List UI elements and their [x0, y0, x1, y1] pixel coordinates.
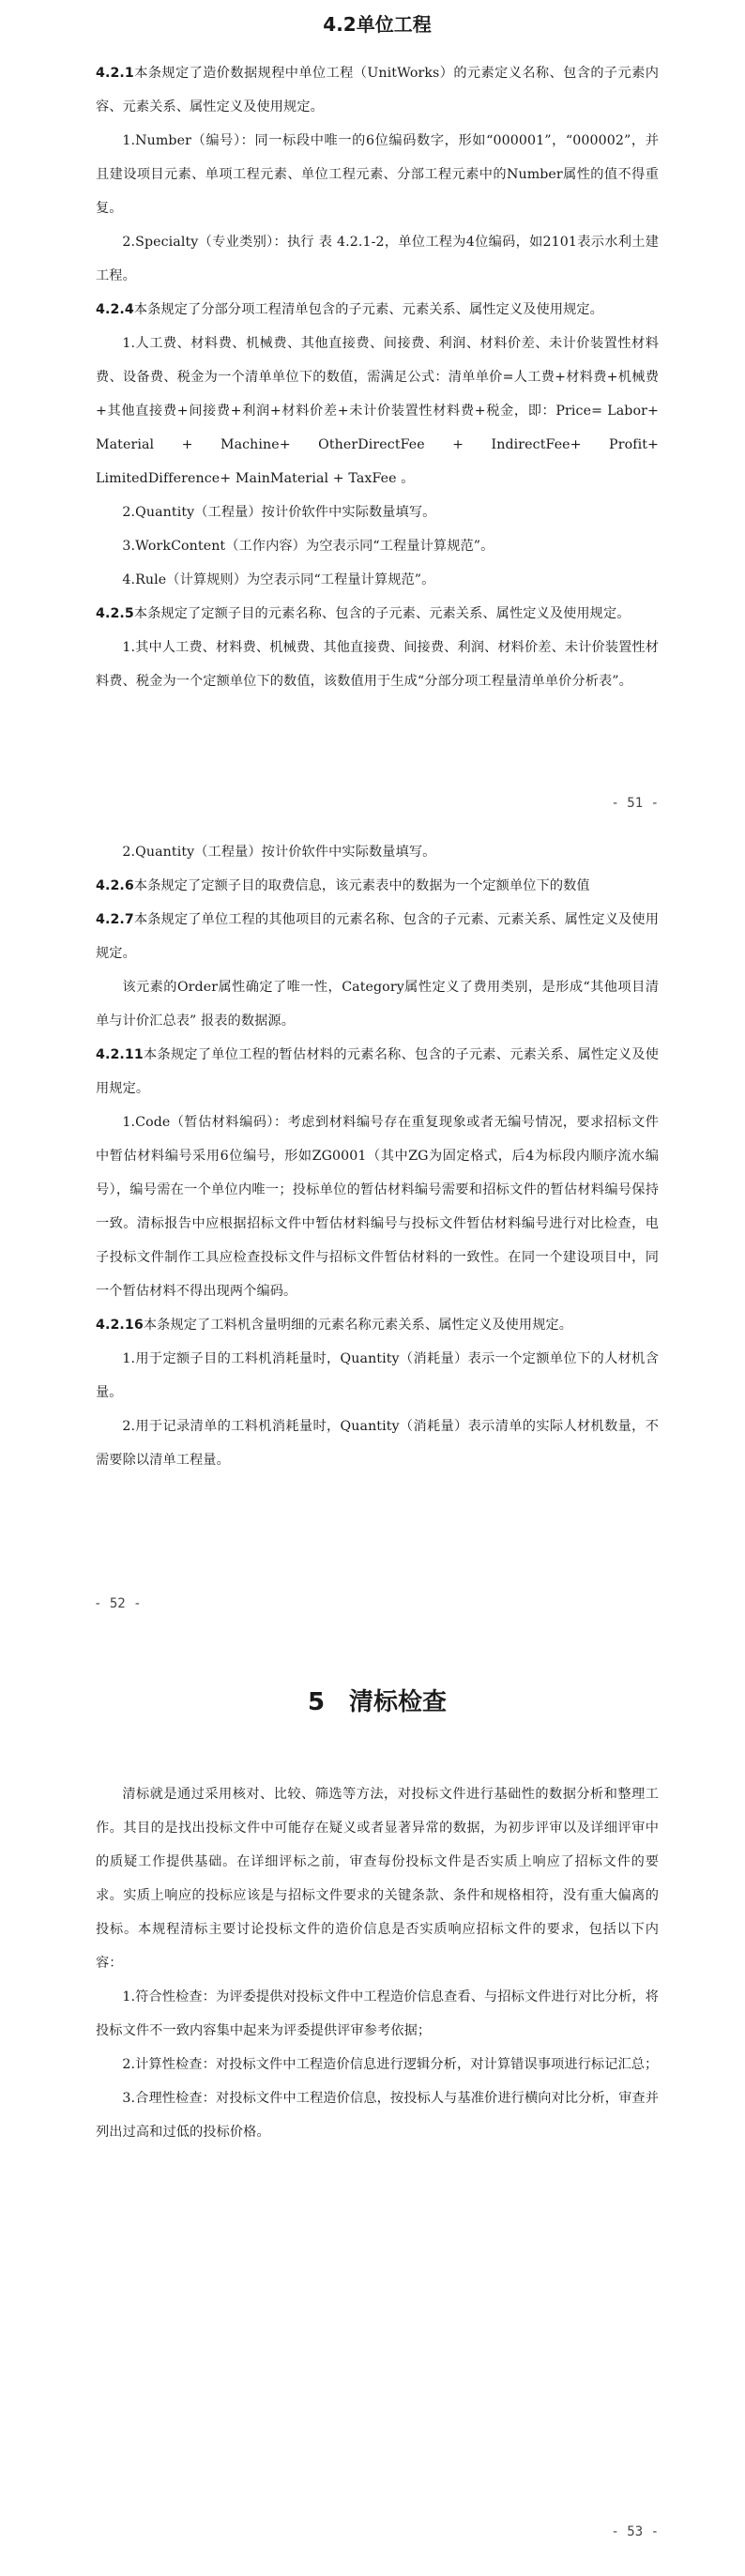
clause-text: 本条规定了单位工程的其他项目的元素名称、包含的子元素、元素关系、属性定义及使用规定。	[96, 912, 659, 961]
paragraph: 该元素的Order属性确定了唯一性，Category属性定义了费用类别，是形成“其他项目清单与计价汇总表” 报表的数据源。	[96, 980, 659, 1029]
clause-4-2-11	[96, 1038, 659, 1105]
page-51	[0, 0, 745, 698]
paragraph: 4.Rule（计算规则）为空表示同“工程量计算规范”。	[122, 572, 435, 587]
paragraph: 1.其中人工费、材料费、机械费、其他直接费、间接费、利润、材料价差、未计价装置性材料费、税金为一个定额单位下的数值，该数值用于生成“分部分项工程量清单单价分析表”。	[96, 640, 659, 689]
clause-number: 4.2.6	[96, 878, 134, 893]
paragraph: 1.用于定额子目的工料机消耗量时，Quantity（消耗量）表示一个定额单位下的人材机含量。	[96, 1351, 659, 1400]
paragraph: 2.Quantity（工程量）按计价软件中实际数量填写。	[122, 505, 436, 520]
clause-text: 本条规定了定额子目的元素名称、包含的子元素、元素关系、属性定义及使用规定。	[133, 606, 631, 621]
paragraph: 2.Quantity（工程量）按计价软件中实际数量填写。	[122, 845, 436, 860]
chapter-title-text: 清标检查	[349, 1688, 448, 1716]
paragraph: 2.用于记录清单的工料机消耗量时，Quantity（消耗量）表示清单的实际人材机数量，不需要除以清单工程量。	[96, 1419, 659, 1468]
page-number: - 53 -	[611, 2524, 659, 2539]
clause-text: 本条规定了定额子目的取费信息，该元素表中的数据为一个定额单位下的数值	[133, 878, 590, 893]
clause-number: 4.2.1	[96, 66, 134, 81]
clause-text: 本条规定了单位工程的暂估材料的元素名称、包含的子元素、元素关系、属性定义及使用规定。	[96, 1047, 659, 1096]
clause-text: 本条规定了造价数据规程中单位工程（UnitWorks）的元素定义名称、包含的子元素内容、元素关系、属性定义及使用规定。	[96, 66, 659, 114]
clause-4-2-4	[96, 293, 659, 327]
clause-number: 4.2.16	[96, 1318, 144, 1333]
clause-text: 本条规定了工料机含量明细的元素名称元素关系、属性定义及使用规定。	[143, 1318, 573, 1333]
page-number: - 51 -	[611, 796, 659, 811]
paragraph: 2.计算性检查：对投标文件中工程造价信息进行逻辑分析，对计算错误事项进行标记汇总；	[122, 2057, 659, 2072]
paragraph: 1.Number（编号）：同一标段中唯一的6位编码数字，形如“000001”，“000002”，并且建设项目元素、单项工程元素、单位工程元素、分部工程元素中的Number属性的值不得重复。	[96, 133, 659, 216]
clause-4-2-5	[96, 597, 659, 631]
section-title: 4.2单位工程	[323, 13, 432, 36]
paragraph: 1.Code（暂估材料编码）：考虑到材料编号存在重复现象或者无编号情况，要求招标文件中暂估材料编号采用6位编号，形如ZG0001（其中ZG为固定格式，后4为标段内顺序流水编号），编号需在一个单位内唯一；投标单位的暂估材料编号需要和招标文件的暂估材料编号保持一致。清标报告中应根据招标文件中暂估材料编号与投标文件暂估材料编号进行对比检查，电子投标文件制作工具应检查投标文件与招标文件暂估材料的一致性。在同一个建设项目中，同一个暂估材料不得出现两个编码。	[96, 1115, 659, 1299]
clause-number: 4.2.11	[96, 1047, 144, 1062]
paragraph: 2.Specialty（专业类别）：执行 表 4.2.1-2，单位工程为4位编码，如2101表示水利土建工程。	[96, 235, 659, 283]
clause-4-2-1	[96, 56, 659, 124]
paragraph: 清标就是通过采用核对、比较、筛选等方法，对投标文件进行基础性的数据分析和整理工作。其目的是找出投标文件中可能存在疑义或者显著异常的数据，为初步评审以及详细评审中的质疑工作提供基础。在详细评标之前，审查每份投标文件是否实质上响应了招标文件的要求。实质上响应的投标应该是与招标文件要求的关键条款、条件和规格相符，没有重大偏离的投标。本规程清标主要讨论投标文件的造价信息是否实质响应招标文件的要求，包括以下内容：	[96, 1787, 659, 1971]
chapter-number: 5	[307, 1688, 326, 1716]
paragraph: 1.人工费、材料费、机械费、其他直接费、间接费、利润、材料价差、未计价装置性材料费、设备费、税金为一个清单单位下的数值，需满足公式：清单单价=人工费+材料费+机械费+其他直接费+间接费+利润+材料价差+未计价装置性材料费+税金，即：Price= Labor+ Material + Machine+ OtherDirectFee + IndirectFee+ Profit+ LimitedDifference+ MainMaterial + TaxFee 。	[96, 336, 659, 486]
clause-4-2-16	[96, 1308, 659, 1342]
paragraph: 3.WorkContent（工作内容）为空表示同“工程量计算规范”。	[122, 539, 494, 554]
page-53	[0, 1680, 745, 2149]
paragraph: 1.符合性检查：为评委提供对投标文件中工程造价信息查看、与招标文件进行对比分析，将投标文件不一致内容集中起来为评委提供评审参考依据；	[96, 1989, 659, 2038]
clause-number: 4.2.5	[96, 606, 134, 621]
clause-4-2-7	[96, 903, 659, 970]
clause-number: 4.2.7	[96, 912, 134, 927]
clause-text: 本条规定了分部分项工程清单包含的子元素、元素关系、属性定义及使用规定。	[133, 302, 603, 317]
clause-4-2-6	[96, 869, 659, 903]
paragraph: 3.合理性检查：对投标文件中工程造价信息，按投标人与基准价进行横向对比分析，审查并列出过高和过低的投标价格。	[96, 2091, 659, 2140]
page-52	[0, 835, 745, 1477]
clause-number: 4.2.4	[96, 302, 134, 317]
page-number: - 52 -	[94, 1596, 142, 1611]
chapter-title	[96, 1680, 659, 1725]
